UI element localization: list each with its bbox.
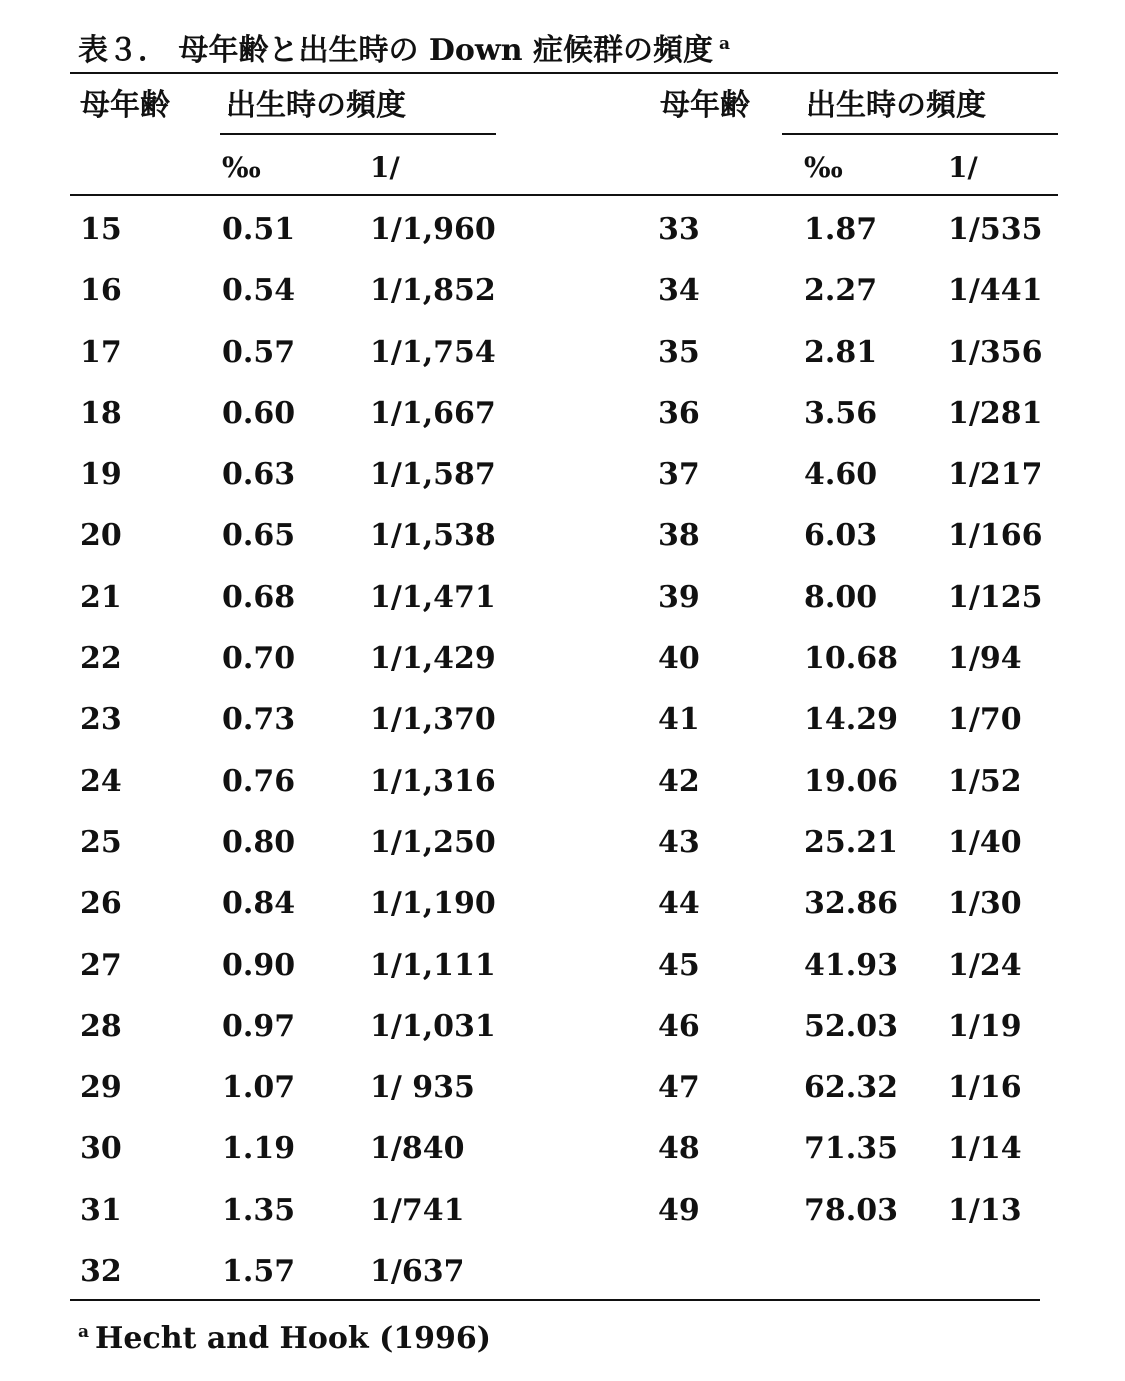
ratio-left: 1/1,250 (370, 824, 496, 860)
permille-right: 14.29 (804, 702, 898, 738)
permille-right: 4.60 (804, 457, 878, 493)
ratio-left: 1/1,587 (370, 457, 496, 493)
age-left: 18 (80, 395, 122, 431)
footnote-text: Hecht and Hook (1996) (95, 1321, 491, 1356)
header-right-age: 母年齢 (660, 88, 750, 123)
ratio-left: 1/1,960 (370, 212, 496, 247)
ratio-right: 1/535 (948, 212, 1043, 247)
ratio-right: 1/166 (948, 518, 1043, 554)
table-caption (78, 24, 730, 71)
table-body (0, 208, 1125, 1311)
permille-left: 1.07 (222, 1070, 296, 1106)
table-row (0, 392, 1125, 453)
age-right: 47 (658, 1070, 700, 1106)
age-right: 37 (658, 457, 700, 493)
permille-right: 3.56 (804, 395, 878, 431)
caption-text: 表３． 母年齢と出生時の Down 症候群の頻度 (78, 33, 713, 68)
table-row (0, 576, 1125, 637)
ratio-right: 1/19 (948, 1008, 1022, 1044)
ratio-right: 1/70 (948, 702, 1022, 738)
ratio-left: 1/1,471 (370, 579, 496, 615)
age-left: 15 (80, 212, 122, 247)
table-row (0, 453, 1125, 514)
table-row (0, 1189, 1125, 1250)
age-left: 22 (80, 641, 122, 677)
ratio-left: 1/1,538 (370, 518, 496, 554)
table-row (0, 1127, 1125, 1188)
ratio-right: 1/356 (948, 334, 1043, 370)
permille-left: 0.51 (222, 212, 296, 247)
ratio-left: 1/741 (370, 1192, 465, 1228)
permille-left: 0.80 (222, 824, 296, 860)
permille-right: 71.35 (804, 1131, 898, 1167)
permille-left: 0.84 (222, 886, 296, 922)
caption-footnote-marker: a (719, 34, 731, 54)
ratio-left: 1/1,667 (370, 395, 496, 431)
age-right: 40 (658, 641, 700, 677)
table-row (0, 1005, 1125, 1066)
ratio-right: 1/441 (948, 273, 1043, 309)
ratio-left: 1/637 (370, 1254, 465, 1290)
permille-right: 2.27 (804, 273, 878, 309)
permille-left: 1.35 (222, 1192, 296, 1228)
age-right: 38 (658, 518, 700, 554)
table-row (0, 944, 1125, 1005)
age-left: 21 (80, 579, 122, 615)
age-right: 48 (658, 1131, 700, 1167)
ratio-right: 1/40 (948, 824, 1022, 860)
age-right: 45 (658, 947, 700, 983)
ratio-right: 1/16 (948, 1070, 1022, 1106)
permille-left: 0.68 (222, 579, 296, 615)
age-right: 39 (658, 579, 700, 615)
age-right: 35 (658, 334, 700, 370)
ratio-right: 1/125 (948, 579, 1043, 615)
ratio-right: 1/30 (948, 886, 1022, 922)
age-right: 46 (658, 1008, 700, 1044)
permille-right: 41.93 (804, 947, 898, 983)
age-right: 42 (658, 763, 700, 799)
age-right: 33 (658, 212, 700, 247)
ratio-left: 1/1,316 (370, 763, 496, 799)
header-left-permille: ‰ (222, 151, 261, 184)
permille-left: 0.57 (222, 334, 296, 370)
age-left: 29 (80, 1070, 122, 1106)
permille-left: 0.60 (222, 395, 296, 431)
bottom-rule (70, 1299, 1040, 1301)
top-rule (70, 72, 1058, 74)
ratio-left: 1/1,111 (370, 947, 496, 983)
age-right: 43 (658, 824, 700, 860)
permille-right: 10.68 (804, 641, 898, 677)
ratio-left: 1/1,852 (370, 273, 496, 309)
age-right: 41 (658, 702, 700, 738)
age-left: 27 (80, 947, 122, 983)
age-left: 17 (80, 334, 122, 370)
permille-right: 8.00 (804, 579, 878, 615)
age-left: 25 (80, 824, 122, 860)
ratio-left: 1/1,031 (370, 1008, 496, 1044)
age-left: 31 (80, 1192, 122, 1228)
ratio-left: 1/1,370 (370, 702, 496, 738)
header-left-age: 母年齢 (80, 88, 170, 123)
age-right: 49 (658, 1192, 700, 1228)
permille-left: 0.70 (222, 641, 296, 677)
permille-left: 0.54 (222, 273, 296, 309)
table-row (0, 514, 1125, 575)
table-row (0, 269, 1125, 330)
permille-right: 25.21 (804, 824, 898, 860)
header-left-ratio: 1/ (370, 151, 400, 184)
permille-right: 62.32 (804, 1070, 898, 1106)
age-left: 30 (80, 1131, 122, 1167)
permille-left: 1.19 (222, 1131, 296, 1167)
table-row (0, 882, 1125, 943)
table-row (0, 331, 1125, 392)
ratio-right: 1/24 (948, 947, 1022, 983)
right-frequency-underline (782, 133, 1058, 135)
permille-right: 32.86 (804, 886, 898, 922)
age-left: 23 (80, 702, 122, 738)
ratio-right: 1/217 (948, 457, 1043, 493)
age-left: 32 (80, 1254, 122, 1290)
footnote (78, 1310, 491, 1361)
header-rule (70, 194, 1058, 196)
permille-right: 1.87 (804, 212, 878, 247)
age-left: 24 (80, 763, 122, 799)
age-left: 19 (80, 457, 122, 493)
ratio-left: 1/840 (370, 1131, 465, 1167)
age-right: 44 (658, 886, 700, 922)
permille-right: 2.81 (804, 334, 878, 370)
left-frequency-underline (220, 133, 496, 135)
age-right: 36 (658, 395, 700, 431)
age-left: 16 (80, 273, 122, 309)
ratio-right: 1/52 (948, 763, 1022, 799)
table-row (0, 821, 1125, 882)
header-right-permille: ‰ (804, 151, 843, 184)
permille-left: 0.76 (222, 763, 296, 799)
permille-left: 0.90 (222, 947, 296, 983)
age-right: 34 (658, 273, 700, 309)
age-left: 20 (80, 518, 122, 554)
header-left-frequency: 出生時の頻度 (226, 88, 406, 123)
permille-left: 1.57 (222, 1254, 296, 1290)
table-row (0, 1250, 1125, 1311)
ratio-left: 1/1,754 (370, 334, 496, 370)
ratio-left: 1/ 935 (370, 1070, 475, 1106)
permille-right: 52.03 (804, 1008, 898, 1044)
permille-right: 78.03 (804, 1192, 898, 1228)
header-right-ratio: 1/ (948, 151, 978, 184)
table-row (0, 698, 1125, 759)
ratio-left: 1/1,429 (370, 641, 496, 677)
table-row (0, 208, 1125, 269)
footnote-marker: a (78, 1322, 90, 1342)
ratio-left: 1/1,190 (370, 886, 496, 922)
ratio-right: 1/281 (948, 395, 1043, 431)
age-left: 26 (80, 886, 122, 922)
permille-left: 0.63 (222, 457, 296, 493)
age-left: 28 (80, 1008, 122, 1044)
ratio-right: 1/13 (948, 1192, 1022, 1228)
permille-left: 0.73 (222, 702, 296, 738)
table-row (0, 637, 1125, 698)
permille-left: 0.97 (222, 1008, 296, 1044)
permille-right: 6.03 (804, 518, 878, 554)
table-row (0, 1066, 1125, 1127)
table-row (0, 760, 1125, 821)
permille-left: 0.65 (222, 518, 296, 554)
permille-right: 19.06 (804, 763, 898, 799)
ratio-right: 1/94 (948, 641, 1022, 677)
header-right-frequency: 出生時の頻度 (806, 88, 986, 123)
ratio-right: 1/14 (948, 1131, 1022, 1167)
